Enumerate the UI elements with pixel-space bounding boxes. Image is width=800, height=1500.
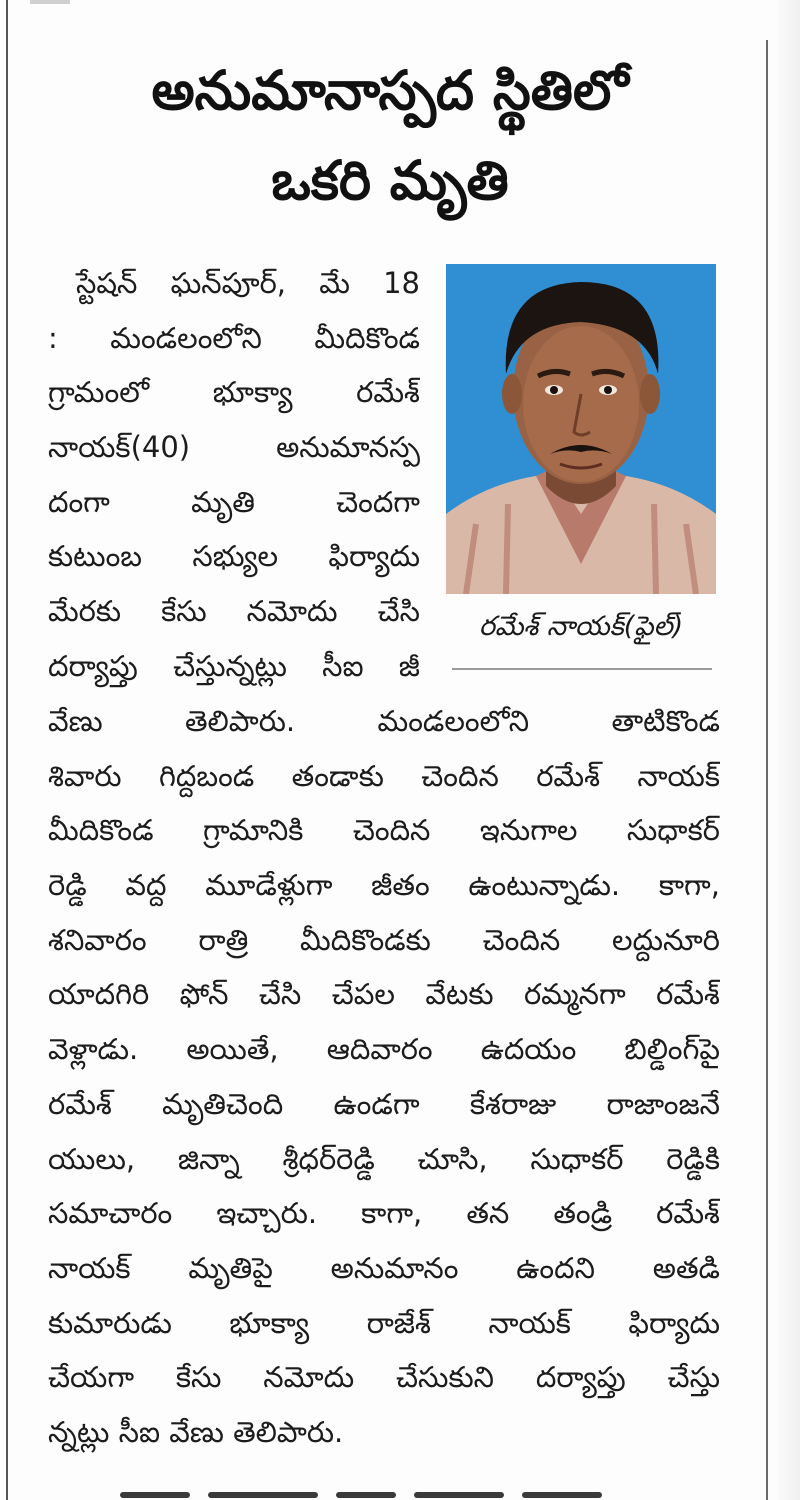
right-column-rule [766, 40, 768, 1500]
article-line: కుటుంబ సభ్యుల ఫిర్యాదు [48, 539, 420, 574]
article-line: మీదికొండ గ్రామానికి చెందిన ఇనుగాల సుధాకర్ [48, 813, 720, 848]
article-line: న్నట్లు సీఐ వేణు తెలిపారు. [48, 1414, 344, 1449]
article-line: శనివారం రాత్రి మీదికొండకు చెందిన లద్దునూరి [48, 922, 720, 957]
headline-line-1: అనుమానాస్పద స్థితిలో [151, 59, 629, 122]
article-line: రమేశ్ మృతిచెంది ఉండగా కేశరాజు రాజాంజనే [48, 1086, 720, 1121]
article-line: చేయగా కేసు నమోదు చేసుకుని దర్యాప్తు చేస్తు [48, 1360, 720, 1395]
top-edge-mark [30, 0, 70, 4]
article-line: కుమారుడు భూక్యా రాజేశ్ నాయక్ ఫిర్యాదు [48, 1305, 720, 1340]
article-line: యాదగిరి ఫోన్ చేసి చేపల వేటకు రమ్మనగా రమేశ్ [48, 977, 720, 1012]
article-line: రెడ్డి వద్ద మూడేళ్లుగా జీతం ఉంటున్నాడు. కాగా, [48, 868, 720, 903]
article-line: శివారు గిద్దబండ తండాకు చెందిన రమేశ్ నాయక్ [48, 758, 720, 793]
next-article-cutoff [120, 1482, 620, 1500]
portrait-illustration [446, 264, 716, 594]
photo-caption: రమేశ్ నాయక్(ఫైల్) [478, 611, 684, 642]
headline-line-2: ఒకరి మృతి [271, 149, 509, 212]
article-line: స్టేషన్ ఘన్‌పూర్, మే 18 [76, 266, 420, 300]
article-narrow-column [48, 256, 420, 694]
article-line: సమాచారం ఇచ్చారు. కాగా, తన తండ్రి రమేశ్ [48, 1196, 720, 1231]
portrait-photo [446, 264, 716, 594]
left-column-rule [6, 0, 8, 1500]
page-edge [778, 0, 800, 1500]
article-line: యులు, జిన్నా శ్రీధర్‌రెడ్డి చూసి, సుధాకర్ రెడ్డికి [48, 1141, 720, 1176]
article-line: నాయక్ మృతిపై అనుమానం ఉందని అతడి [48, 1250, 720, 1285]
article-line: మేరకు కేసు నమోదు చేసి [48, 594, 420, 629]
article-line: : మండలంలోని మీదికొండ [48, 320, 420, 355]
article-line: గ్రామంలో భూక్యా రమేశ్ [48, 375, 420, 410]
article-line: నాయక్(40) అనుమానస్ప [48, 430, 420, 465]
article-line: వెళ్లాడు. అయితే, ఆదివారం ఉదయం బిల్డింగ్‌పై [48, 1032, 720, 1067]
article-wide-column [48, 694, 720, 1460]
article-line: వేణు తెలిపారు. మండలంలోని తాటికొండ [48, 704, 720, 738]
caption-divider [452, 668, 712, 670]
article-line: దర్యాప్తు చేస్తున్నట్లు సీఐ జీ [48, 648, 420, 683]
article-line: దంగా మృతి చెందగా [48, 484, 420, 519]
